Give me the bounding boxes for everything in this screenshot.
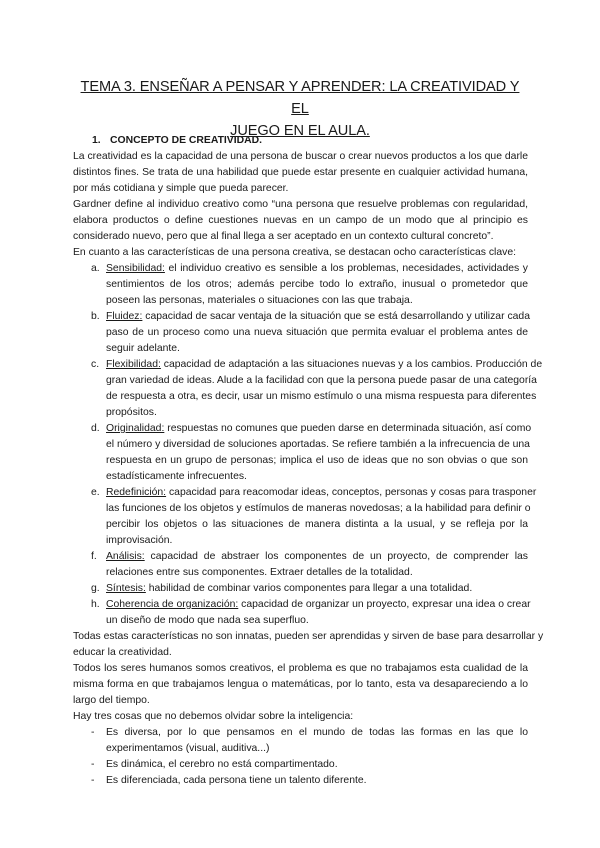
item-text: capacidad de sacar ventaja de la situación que se está desarrollando y utilizar cada: [142, 311, 530, 322]
term-label: Sensibilidad:: [106, 263, 165, 274]
list-item-line: [106, 549, 528, 565]
body-line: considerado nuevo, pero que al final llega a ser aceptado en un contexto cultural concreto”.: [73, 231, 494, 242]
list-marker: a.: [91, 263, 100, 274]
term-label: Síntesis:: [106, 583, 146, 594]
bullet-line: experimentamos (visual, auditiva...): [106, 743, 270, 754]
section-number: 1.: [92, 135, 101, 146]
list-item-line: relaciones entre sus componentes. Extraer detalles de la totalidad.: [106, 567, 413, 578]
bullet-line: Es diferenciada, cada persona tiene un talento diferente.: [106, 775, 367, 786]
list-item-line: gran variedad de ideas. Alude a la facilidad con que la persona puede pasar de una categoría: [106, 375, 537, 386]
list-item-line: [106, 421, 532, 437]
list-item-line: [106, 485, 537, 501]
term-label: Flexibilidad:: [106, 359, 161, 370]
list-item-line: estadísticamente infrecuentes.: [106, 471, 247, 482]
list-item-line: [106, 309, 528, 325]
term-label: Análisis:: [106, 551, 145, 562]
list-item-line: [106, 261, 528, 277]
list-marker: b.: [91, 311, 100, 322]
body-line: elabora productos o define cuestiones nuevas en un campo de un modo que al principio es: [73, 215, 528, 226]
item-text: capacidad de adaptación a las situaciones nuevas y a los cambios. Producción de: [160, 359, 543, 370]
item-text: capacidad para reacomodar ideas, conceptos, personas y cosas para trasponer: [166, 487, 537, 498]
term-label: Originalidad:: [106, 423, 165, 434]
body-line: largo del tiempo.: [73, 695, 150, 706]
item-text: el individuo creativo es sensible a los problemas, necesidades, actividades y: [164, 263, 528, 274]
body-line: distintos fines. Se trata de una habilidad que puede estar presente en cualquier actividad humana,: [73, 167, 528, 178]
body-line: Hay tres cosas que no debemos olvidar sobre la inteligencia:: [73, 711, 354, 722]
list-item-line: [106, 581, 528, 597]
item-text: capacidad de abstraer los componentes de un proyecto, de comprender las: [144, 551, 528, 562]
body-line: por más cotidiana y simple que pueda parecer.: [73, 183, 289, 194]
term-label: Coherencia de organización:: [106, 599, 239, 610]
list-item-line: percibir los objetos o las situaciones de manera distinta a la usual, y se refleja por la: [106, 519, 528, 530]
term-label: Fluidez:: [106, 311, 143, 322]
item-text: respuestas no comunes que pueden darse en determinada situación, así como: [164, 423, 532, 434]
body-line: En cuanto a las características de una persona creativa, se destacan ocho características clave:: [73, 247, 516, 258]
item-text: capacidad de organizar un proyecto, expresar una idea o crear: [238, 599, 531, 610]
list-marker: f.: [91, 551, 97, 562]
section-heading: CONCEPTO DE CREATIVIDAD.: [110, 135, 263, 146]
bullet-line: Es diversa, por lo que pensamos en el mundo de todas las formas en las que lo: [106, 727, 528, 738]
body-line: misma forma en que trabajamos lengua o matemáticas, por lo tanto, esta va desapareciendo a lo: [73, 679, 528, 690]
list-item-line: paso de un proceso como una nueva situación que permita evaluar el problema antes de: [106, 327, 528, 338]
list-marker: g.: [91, 583, 100, 594]
bullet-dash: -: [91, 775, 95, 786]
list-item-line: propósitos.: [106, 407, 157, 418]
body-line: Todos los seres humanos somos creativos, el problema es que no trabajamos esta cualidad de la: [73, 663, 528, 674]
list-item-line: sentimientos de los otros; además percibe todo lo extraño, inusual o prometedor que: [106, 279, 528, 290]
list-item-line: un diseño de modo que nada sea superfluo.: [106, 615, 309, 626]
term-label: Redefinición:: [106, 487, 167, 498]
body-line: La creatividad es la capacidad de una persona de buscar o crear nuevos productos a los que darle: [73, 151, 528, 162]
bullet-line: Es dinámica, el cerebro no está compartimentado.: [106, 759, 338, 770]
bullet-dash: -: [91, 727, 95, 738]
list-item-line: las funciones de los objetos y estímulos de maneras novedosas; a la habilidad para definir o: [106, 503, 531, 514]
list-item-line: [106, 597, 531, 613]
list-item-line: respuesta en un grupo de personas; implica el uso de ideas que no son obvias o que son: [106, 455, 528, 466]
list-item-line: poseen las personas, materiales o situaciones con las que trabaja.: [106, 295, 413, 306]
list-item-line: seguir adelante.: [106, 343, 180, 354]
list-marker: h.: [91, 599, 100, 610]
list-marker: e.: [91, 487, 100, 498]
body-line: Todas estas características no son innatas, pueden ser aprendidas y sirven de base para desarrollar y: [73, 631, 544, 642]
list-item-line: el número y diversidad de soluciones aportadas. Se refiere también a la infrecuencia de una: [106, 439, 530, 450]
bullet-dash: -: [91, 759, 95, 770]
body-line: educar la creatividad.: [73, 647, 172, 658]
body-line: Gardner define al individuo creativo como “una persona que resuelve problemas con regularidad,: [73, 199, 528, 210]
title-line-2: JUEGO EN EL AULA.: [230, 123, 370, 139]
list-marker: d.: [91, 423, 100, 434]
list-marker: c.: [91, 359, 100, 370]
item-text: habilidad de combinar varios componentes para llegar a una totalidad.: [145, 583, 473, 594]
list-item-line: [106, 357, 543, 373]
list-item-line: de respuesta a otra, es decir, usar un mismo estímulo o una misma respuesta para diferentes: [106, 391, 537, 402]
title-line-1: TEMA 3. ENSEÑAR A PENSAR Y APRENDER: LA CREATIVIDAD Y EL: [80, 79, 520, 117]
list-item-line: improvisación.: [106, 535, 173, 546]
